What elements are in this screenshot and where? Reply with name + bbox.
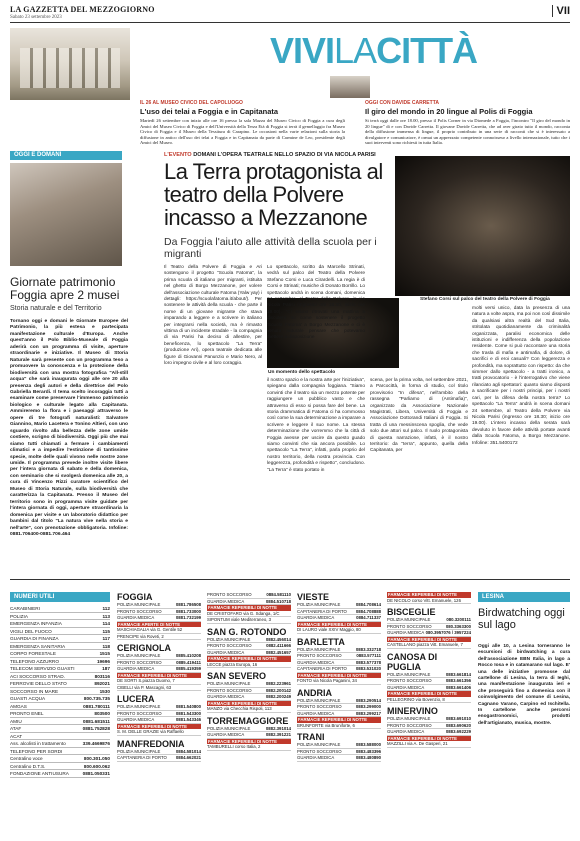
article-kicker-text: DOMANI L'OPERA TEATRALE NELLO SPAZIO DI VIA NICOLA PARISI xyxy=(193,152,376,158)
city-name: TRANI xyxy=(297,732,325,743)
city-phone-number: 0884.711337 xyxy=(356,615,381,620)
banner-vivi: VIVI xyxy=(270,30,335,71)
city-phone-label: GUARDIA MEDICA xyxy=(297,615,335,620)
museum-interior-photo xyxy=(10,163,122,266)
city-phone-label: GUARDIA MEDICA xyxy=(297,659,335,665)
pharmacy-header: FARMACIE REPERIBILI DI NOTTE xyxy=(387,736,471,742)
page-number: VII xyxy=(552,5,570,17)
city-phone-number: 0883.577111 xyxy=(356,653,381,659)
city-phone-number: 0883.661356 xyxy=(445,678,471,684)
numeri-number: 19696 xyxy=(96,658,110,664)
numeri-label: Centralino voce xyxy=(10,756,43,761)
numeri-label: CORPO FORESTALE xyxy=(10,651,57,656)
city-phone-label: POLIZIA MUNICIPALE xyxy=(297,742,341,748)
city-block xyxy=(297,688,381,730)
city-phone-label: PRONTO SOCCORSO xyxy=(207,643,252,649)
city-name: LUCERA xyxy=(117,694,155,705)
city-phone-label: GUARDIA MEDICA xyxy=(117,717,155,723)
city-phone-label: PRONTO SOCCORSO xyxy=(117,659,162,665)
pharmacy-header: FARMACIE REPERIBILI DI NOTTE xyxy=(117,724,201,730)
city-phone-label: PRONTO SOCCORSO xyxy=(387,722,432,728)
left-subheadline: Storia naturale e del Territorio xyxy=(10,305,102,312)
numeri-number: 187 xyxy=(102,666,110,671)
numeri-row xyxy=(10,710,110,718)
numeri-label: TELEFONO PER SORDI xyxy=(10,748,63,754)
city-phone-label: GUARDIA MEDICA xyxy=(297,755,335,761)
numeri-row xyxy=(10,695,110,703)
city-block xyxy=(207,627,291,669)
city-name: ANDRIA xyxy=(297,687,332,698)
city-name: MANFREDONIA xyxy=(117,738,185,749)
city-phone-label: PRONTO SOCCORSO xyxy=(297,748,342,754)
numeri-number: 114 xyxy=(102,621,110,626)
city-phone-number: 0884.708888 xyxy=(355,608,381,614)
pharmacy-header: FARMACIE APERTE DI NOTTE xyxy=(117,622,201,628)
city-phone-label: POLIZIA MUNICIPALE xyxy=(387,617,431,623)
news-text: Si terrà oggi dalle ore 18.00, presso il Polis Corner in via Diomede a Foggia, l'incontro "Il giro del mondo in 20 lingue" di e con Davide Carretta. Il giovane Davide Carretta, che ad aver girato tutto il mondo, racconta della diffusione immensa di lingue, il proprio contributo in una serie di racconti che si è interessato a divulgatore e comunicatore, è ormai un apprezzato competente connoisseur a livello internazionale, tutto che i suoi interventi sono richiesti in tutta Italia. xyxy=(365,118,570,146)
city-phone-label: GUARDIA MEDICA xyxy=(207,598,245,604)
numeri-row xyxy=(10,665,110,673)
city-phone-label: CAPITANERIA DI PORTO xyxy=(297,666,347,672)
city-phone-number: 0885.419411 xyxy=(176,659,201,665)
city-block xyxy=(117,592,201,640)
city-name: BISCEGLIE xyxy=(387,607,436,618)
numeri-label: POLIZIA xyxy=(10,613,28,619)
carretta-photo xyxy=(330,76,370,98)
museum-photo xyxy=(10,28,130,100)
numeri-number: 0881.050331 xyxy=(82,771,110,776)
city-phone-number: 0883.480890 xyxy=(355,755,381,761)
numeri-row xyxy=(10,755,110,763)
city-phone-number: 080.3363300 xyxy=(445,623,471,629)
city-block xyxy=(387,652,471,704)
oggi-domani-tab: OGGI E DOMANI xyxy=(10,151,122,160)
city-phone-number: 0885.419359 xyxy=(175,666,201,672)
news-item-polis xyxy=(365,100,570,146)
news-title: L'uso dei telai a Foggia e in Capitanata xyxy=(140,107,279,116)
banner-citta: CITTÀ xyxy=(376,30,478,71)
numeri-label: VIGILI DEL FUOCO xyxy=(10,628,52,634)
numeri-label: ACI SOCCORSO STRAD. xyxy=(10,673,65,679)
newspaper-name: LA GAZZETTA DEL MEZZOGIORNO xyxy=(10,5,155,14)
pharmacy-address: DI LAURO viale XXIV Maggio, 80 xyxy=(297,627,381,634)
city-name: CERIGNOLA xyxy=(117,643,171,654)
city-phone-number: 0883.577378 xyxy=(355,659,381,665)
numeri-label: EMERGENZA SANITARIA xyxy=(10,643,66,649)
pharmacy-header: FARMACIE REPERIBILI DI NOTTE xyxy=(387,691,471,697)
pharmacy-address: MASCHIAGALIA via G. Gentile 52 xyxy=(117,627,201,634)
numeri-label: Centralino D.T.S. xyxy=(10,763,46,769)
numeri-label: AMGAS xyxy=(10,703,27,709)
pharmacy-address: DE CRISTOFARO via G. Sdanga, 1/C xyxy=(207,611,291,618)
city-phone-number: 0882.411666 xyxy=(266,643,291,649)
pharmacy-header: FARMACIE REPERIBILI DI NOTTE xyxy=(207,605,291,611)
numeri-label: ATAF xyxy=(10,726,22,731)
pharmacy-address: PRENCIPE via Roveti, 2 xyxy=(117,634,201,641)
article-subtitle: Da Foggia l'aiuto alle attività della scuola per i migranti xyxy=(164,236,377,260)
numeri-number: 118 xyxy=(102,643,110,649)
city-phone-number: 0882.391014 xyxy=(265,725,291,731)
pharmacy-address: SIPONTUM viale Mediterraneo, 3 xyxy=(207,617,291,624)
numeri-row xyxy=(10,740,110,748)
numeri-number: 0881.681511 xyxy=(82,718,110,724)
city-phone-label: POLIZIA MUNICIPALE xyxy=(117,748,161,754)
city-phone-number: 0884.662021 xyxy=(175,755,201,761)
pharmacy-address: MAZZILLI via A. De Gasperi, 21 xyxy=(387,741,471,748)
city-phone-number: 0882.200142 xyxy=(265,687,291,693)
numeri-label: TELEFONO AZZURRO xyxy=(10,658,59,664)
city-phone-label: POLIZIA MUNICIPALE xyxy=(117,653,161,659)
numeri-row xyxy=(10,703,110,711)
city-phone-label: GUARDIA MEDICA xyxy=(387,684,425,690)
numeri-label: FERROVIE DELLO STATO xyxy=(10,681,67,686)
cities-column-2 xyxy=(207,592,291,754)
city-phone-label: PRONTO SOCCORSO xyxy=(387,623,432,629)
city-phone-label: GUARDIA MEDICA xyxy=(207,694,245,700)
pharmacy-header: FARMACIE REPERIBILI DI NOTTE xyxy=(297,622,381,628)
numeri-number: 339.4669876 xyxy=(82,741,110,746)
pharmacy-header: FARMACIE REPERIBILI DI NOTTE xyxy=(297,673,381,679)
article-column-2b: il nostro spazio e la nostra arte per l'iniziativa", spiegano dalla compagnia foggiana. "Siamo convinti che il teatro sia un mezzo potente per raggiungere un pubblico vasto e che attraverso di esso si possa fare del bene. La storia drammatica di Fatoma ci ha commosso così come la sua determinazione a imparare a scrivere e leggere il suo nome. La stessa determinazione che vorremmo che la città di Foggia avesse per uscire da questo guado siamo convinti che sia ancora possibile. Lo spettacolo "La Terra", infatti, parla proprio del nostro territorio, della nostra provincia. Con leggerezza, profondità e rispetto", concludono. "La Terra" è stato portato in xyxy=(267,378,365,473)
city-phone-label: GUARDIA MEDICA xyxy=(207,649,245,655)
city-phone-number: 0881.786508 xyxy=(175,602,201,607)
lesina-body: Oggi alle 10, a Lesina torneranno le escursioni di birdwatching a cura dell'associazione EBN Italia, in lago a Rocco Iosa e in catamarano sul lago. E' una delle iniziative promosse dal cartellone di Lesina, la terra di Ieghi, una manifestazione inaugurata ieri e che proseguirà fino a domenica con il coinvolgimento del comune di Lesina, Cagnano Varano, Carpino ed Ischitella. In cartellone anche percorsi enogastronomici, prodotti dell'artigianato, musica, mostre. xyxy=(478,644,570,726)
numeri-row xyxy=(10,620,110,628)
city-phone-label: GUARDIA MEDICA xyxy=(297,710,335,716)
city-phone-label: PRONTO SOCCORSO xyxy=(117,710,162,716)
city-phone-number: 080.3200111 xyxy=(446,617,471,623)
pharmacy-address: TAMBURELLI corso Italia, 2 xyxy=(207,744,291,751)
city-phone-label: POLIZIA MUNICIPALE xyxy=(297,697,341,703)
numeri-row xyxy=(10,725,110,733)
city-phone-number: 0882.200249 xyxy=(265,694,291,700)
city-phone-label: PRONTO SOCCORSO xyxy=(207,592,252,597)
city-phone-label: PRONTO SOCCORSO xyxy=(297,704,342,710)
numeri-row xyxy=(10,680,110,688)
city-phone-number: 0884.708614 xyxy=(355,602,381,607)
numeri-label: PRONTO ENEL xyxy=(10,711,44,716)
city-phone-label: POLIZIA MUNICIPALE xyxy=(117,602,161,607)
numeri-number: 115 xyxy=(102,628,110,634)
city-phone-number: 0881.732199 xyxy=(175,615,201,620)
city-phone-number: 0883.690620 xyxy=(445,722,471,728)
numeri-utili-list xyxy=(10,605,110,778)
numeri-row xyxy=(10,770,110,778)
city-phone-number: 080.3957076 / 3957224 xyxy=(425,630,471,636)
numeri-row xyxy=(10,688,110,696)
city-phone-number: 0881.543300 xyxy=(175,710,201,716)
city-block xyxy=(207,716,291,751)
city-name: FOGGIA xyxy=(117,592,153,602)
pharmacy-address: CASTELLANO piazza Vitt. Emanuele, 7 xyxy=(387,642,471,649)
pharmacy-header: FARMACIE REPERIBILI DI NOTTE xyxy=(207,739,291,745)
city-phone-label: POLIZIA MUNICIPALE xyxy=(297,602,341,607)
show-photo-caption: Un momento dello spettacolo xyxy=(268,370,336,375)
pharmacy-header: FARMACIE REPERIBILI DI NOTTE xyxy=(387,637,471,643)
pharmacy-address: FONTO via Nicola Paganini, 34 xyxy=(297,678,381,685)
pharmacy-header: FARMACIE REPERIBILI DI NOTTE xyxy=(117,673,201,679)
city-name: CANOSA DI PUGLIA xyxy=(387,651,438,672)
news-title: Il giro del mondo in 20 lingue al Polis di Foggia xyxy=(365,107,533,116)
numeri-label: GUARDIA DI FINANZA xyxy=(10,636,59,641)
left-body: Tornano oggi e domani le Giornate Europee del Patrimonio, la più estesa e partecipata manifestazione culturale d'Europa. Anche quest'anno il Polo Biblio-Museale di Foggia aderirà con un programma di visite, aperture straordinarie e iniziative. Il Museo di Storia Naturale sarà presente con un programma teso a promuovere la conoscenza e la protezione della biodiversità con una mostra fotografica "All-still acqua" che sarà inaugurata oggi alle ore 20 alla presenza degli autori e della direttrice del Polo Gabriella Berardi. Il tema scelto incoraggia tutti a esaminare come preservare l'immenso patrimonio biologico e culturale legato alla Capitanata. Ammireremo la flora e i paesaggi attraverso le opere di tre fotografi naturalisti: Salvatore Giannino, Mario Lacetera e Tonino Altieri, con uno sguardo rivolto alla bellezza delle zone umide costiere, scrigno di biodiversità. Oggi più che mai siamo tutti chiamati a fermare i cambiamenti climatici e a impedire l'estinzione di tantissime specie, molte delle quali vivono nelle nostre zone umide. Il programma prevede inoltre visite libere per l'intera giornata di sabato e della domenica, con seminario che si svolgerà domenica alle 20, a cura di Vincenzo Rizzi curatore scientifico del Museo di Storia Naturale, sulla biodiversità che caratterizza la Capitanata. Presso il Museo del territorio sono in programma visite guidate per l'intera giornata di oggi, aperture straordinaria la domenica per visite e un laboratorio didattico per bambini dal titolo "La natura vive nella storia e nell'arte", con prenotazione obbligatoria. Infoline: 0881.706400-0881.706.464 xyxy=(10,319,128,537)
city-phone-label: GUARDIA MEDICA xyxy=(387,630,425,636)
news-kicker: OGGI CON DAVIDE CARRETTA xyxy=(365,100,439,106)
city-phone-number: 0881.543346 xyxy=(175,717,201,723)
article-title: La Terra protagonista al teatro della Polvere incasso a Mezzanone xyxy=(164,159,383,230)
city-phone-label: GUARDIA MEDICA xyxy=(387,729,425,735)
city-name: MINERVINO xyxy=(387,706,438,717)
city-phone-number: 0884.510718 xyxy=(265,598,291,604)
article-column-2: Lo spettacolo, scritto da Marcello Strinati, vedrà sul palco del Teatro della Polvere Stefano Corsi e Luca Cirardelli. La regia è di Corsi e Strinati; musiche di Donato Borrillo. Lo spettacolo andrà in scena domani, domenica 24 settembre, al Teatro della Polvere, in via Nicola Parisi (ingresso ore 18.30, inizio ore 19.00). "Ci siamo ritrovati una mattina a discutere su come sostenere il progetto 'Scuola Fatoma' a Borgo Mezzanone e ci è venuto naturale pensare che potevamo mettere a disposizione xyxy=(267,265,365,341)
city-block xyxy=(297,637,381,685)
city-name: VIESTE xyxy=(297,592,330,602)
city-phone-label: PRONTO SOCCORSO xyxy=(297,653,342,659)
city-block xyxy=(117,643,201,691)
city-phone-label: PRONTO SOCCORSO xyxy=(207,687,252,693)
numeri-label: GUASTI ACQUA xyxy=(10,696,46,701)
city-phone-number: 0884.581014 xyxy=(175,748,201,754)
numeri-number: 0881.780111 xyxy=(83,703,110,709)
numeri-label: FONDAZIONE ANTIUSURA xyxy=(10,771,69,776)
numeri-row xyxy=(10,763,110,771)
numeri-row xyxy=(10,650,110,658)
city-phone-label: POLIZIA MUNICIPALE xyxy=(387,716,431,722)
city-block xyxy=(297,592,381,634)
stage-photo-caption: Stefano Corsi sul palco del teatro della Polvere di Foggia xyxy=(420,297,550,302)
numeri-row xyxy=(10,613,110,621)
city-name: SAN G. ROTONDO xyxy=(207,626,287,637)
banner-la: LA xyxy=(334,30,377,71)
numeri-label: ACAT xyxy=(10,733,23,739)
city-phone-label: CAPITANERIA DI PORTO xyxy=(117,755,167,761)
city-phone-label: GUARDIA MEDICA xyxy=(207,732,245,738)
lesina-tab: LESINA xyxy=(478,592,570,602)
article-column-1: Il Teatro della Polvere di Foggia e Ari sostengono il progetto "Scuola Fatoma", la prima scuola di italiano per migranti, istituita nel ghetto di Borgo Mezzanone, per volere dell'associazione culturale Fatoma (Yalw yay) i dettagli: https://scuolafatoma.it/about/). Per sostenere le attività della scuola - che parte il nome di un giovane migrante che stava imparando a leggere e a scrivere in italiano per integrarsi nella società, ma è rimasto vittima di un incidente stradale - la compagnia di via Parisi ha deciso di allestire, per beneficenza, lo spettacolo "La Terra" (produzione Ari), opera teatrale dedicata alle figure di Giovanni Panunzio e Mario Nero, al loro impegno civile e al loro coraggio. xyxy=(164,265,262,367)
pharmacy-address: S. M. DELLE GRAZIE via Raffaello xyxy=(117,729,201,736)
city-phone-number: 0883.692229 xyxy=(445,729,471,735)
city-phone-number: 0883.299000 xyxy=(355,704,381,710)
city-name: BARLETTA xyxy=(297,636,345,647)
pharmacy-address: PELLEGRINO via Bovenzio, 8 xyxy=(387,697,471,704)
city-phone-number: 0882.456014 xyxy=(265,636,291,642)
numeri-row xyxy=(10,733,110,741)
numeri-row xyxy=(10,673,110,681)
issue-date: Sabato 23 settembre 2023 xyxy=(10,15,62,20)
cities-column-3 xyxy=(297,592,381,765)
pharmacy-address: DE NICOLO corso Vitt. Emanuele, 126 xyxy=(387,598,471,605)
city-phone-number: 0883.332718 xyxy=(355,646,381,652)
article-kicker-tag: L'EVENTO xyxy=(164,152,192,158)
city-block xyxy=(117,694,201,736)
lesina-title: Birdwatching oggi sul lago xyxy=(478,607,565,631)
city-phone-label: GUARDIA MEDICA xyxy=(117,666,155,672)
news-text: Martedì 26 settembre con inizio alle ore 16 presso la sala Mazza del Museo Civico di Foggia a cura degli Amici del Museo Civico di Foggia e dell'Università della Terza Età di Foggia si terrà il gemellaggio fra Museo Civico di Foggia e il Museo della Tessitura di Carapino. Le occasioni nella varie relazioni sulla storia la diffusione in antico dell'uso dei telai a Foggia e in Capitanata da parte di Carmine de Leo, presidente degli Amici del Museo. xyxy=(140,118,345,146)
city-block xyxy=(117,739,201,762)
city-block xyxy=(207,592,291,624)
numeri-label: CARABINIERI xyxy=(10,606,40,611)
cities-column-4 xyxy=(387,592,471,751)
city-phone-label: PRONTO SOCCORSO xyxy=(387,678,432,684)
pharmacy-header: FARMACIE REPERIBILI DI NOTTE xyxy=(207,701,291,707)
numeri-number: 1530 xyxy=(99,688,110,694)
city-phone-number: 0882.451657 xyxy=(265,649,291,655)
header-rule xyxy=(10,22,570,23)
city-phone-label: POLIZIA MUNICIPALE xyxy=(387,671,431,677)
left-headline: Giornate patrimonio Foggia apre 2 musei xyxy=(10,275,120,302)
pharmacy-header: FARMACIE REPERIBILI DI NOTTE xyxy=(297,717,381,723)
city-phone-number: 0883.299217 xyxy=(355,710,381,716)
city-block xyxy=(207,671,291,713)
numeri-number: 803116 xyxy=(94,673,110,679)
city-phone-number: 0883.661406 xyxy=(445,684,471,690)
city-block xyxy=(387,592,471,604)
numeri-row xyxy=(10,658,110,666)
numeri-row xyxy=(10,643,110,651)
pharmacy-address: BRUNFORTE via Bruniforte, 6 xyxy=(297,723,381,730)
city-phone-number: 0882.391221 xyxy=(265,732,291,738)
city-phone-number: 0881.733000 xyxy=(175,608,201,614)
city-phone-number: 0883.661814 xyxy=(445,671,471,677)
pharmacy-address: DE SORTI S.piazza Duomo, 7 xyxy=(117,678,201,685)
city-phone-number: 0883.588000 xyxy=(355,742,381,748)
city-block xyxy=(387,706,471,748)
city-phone-row xyxy=(117,755,201,762)
numeri-number: 113 xyxy=(102,613,110,619)
city-phone-number: 0883.691010 xyxy=(445,716,471,722)
numeri-number: 892021 xyxy=(94,681,110,686)
numeri-label: AMIU xyxy=(10,718,22,724)
masthead xyxy=(10,5,570,19)
city-phone-label: POLIZIA MUNICIPALE xyxy=(207,681,251,687)
city-block xyxy=(297,732,381,762)
city-name: SAN SEVERO xyxy=(207,671,267,682)
city-phone-label: POLIZIA MUNICIPALE xyxy=(117,704,161,710)
numeri-number: 1515 xyxy=(99,651,110,656)
article-column-4: molti versi unico, data la presenza di una natura a volte aspra, ma poi non così dissimile da qualsiasi altra realtà del Sud Italia, stritolata quotidianamente da criminalità organizzata, paralisi economica delle istituzioni e indifferenza della popolazione residente. Come si può raccontare una storia che trasla di mafia e antimafia, di dolore, di sacrifici e di eroi casuali? Con leggerezza e profondità, ma soprattutto con rispetto: da che simmer dallo spettacolo - a tratti ironico, a tratti provocatorio - è l'interrogativo che viene rilanciato agli spettatori: quanto siamo disposti a sacrificare per i nostri principi, per i nostri cari, per la difesa della nostra terra? Lo spettacolo "La Terra" andrà in scena domani 24 settembre, al Teatro della Polvere via Nicola Parisi (ingresso ore 18.30; inizio ore 19.00). L'intero incasso della serata sarà devoluto in favore delle attività portate avanti dalla Scuola Fatoma, a Borgo Mezzanone. Infoline: 351.5400172 xyxy=(472,306,570,446)
news-kicker: IL 26 AL MUSEO CIVICO DEL CAPOLUOGO xyxy=(140,100,243,106)
numeri-row xyxy=(10,628,110,636)
section-banner xyxy=(270,30,477,72)
news-band xyxy=(140,100,570,146)
numeri-number: 800.735.735 xyxy=(83,696,110,701)
pharmacy-header: FARMACIE REPERIBILI DI NOTTE xyxy=(207,656,291,662)
city-phone-label: GUARDIA MEDICA xyxy=(117,615,155,620)
city-phone-number: 0884.581110 xyxy=(266,592,291,597)
numeri-utili-tab: NUMERI UTILI xyxy=(10,592,110,602)
lower-rule xyxy=(10,579,570,580)
city-phone-number: 0885.410208 xyxy=(175,653,201,659)
numeri-label: EMERGENZA INFANZIA xyxy=(10,621,62,626)
numeri-row xyxy=(10,635,110,643)
city-phone-number: 0883.290514 xyxy=(355,697,381,703)
article-column-3: scena, per la prima volta, nel settembre 2021, a Parcocittà, in forma di studio, col titolo provvisorio "In difesa", nell'ambito della rassegna "Parliamo di (Antimafia)", organizzato da Associazione Nazionale Magistrati, Libera, Università di Foggia e Associazione Dottorandi Italiani di Foggia. Si tratta di una messinscena spoglia, che vede solo due attori sul palco. Il ruolo protagonista di questa narrazione, infatti, è il nostro territorio: da "terra", appunto, quella della Capitanata, per xyxy=(370,378,468,454)
numeri-number: 117 xyxy=(102,636,110,641)
numeri-label: Ass. alcolisti in trattamento xyxy=(10,741,66,746)
numeri-row xyxy=(10,718,110,726)
city-name: TORREMAGGIORE xyxy=(207,715,289,726)
city-phone-label: CAPITANERIA DI PORTO xyxy=(297,608,347,614)
numeri-label: TELECOM SERVIZIO GUASTI xyxy=(10,666,75,671)
pharmacy-header: FARMACIE REPERIBILI DI NOTTE xyxy=(387,592,471,598)
city-phone-label: POLIZIA MUNICIPALE xyxy=(297,646,341,652)
pharmacy-address: MANZO via Checchia Rispoli, 113 xyxy=(207,706,291,713)
numeri-number: 0881.752828 xyxy=(82,726,110,731)
numeri-number: 112 xyxy=(102,606,110,611)
city-phone-label: POLIZIA MUNICIPALE xyxy=(207,636,251,642)
numeri-number: 800.301.050 xyxy=(83,756,110,761)
news-item-telai xyxy=(140,100,345,146)
numeri-number: 803500 xyxy=(94,711,110,716)
numeri-row xyxy=(10,605,110,613)
stage-photo xyxy=(395,156,570,296)
numeri-label: SOCCORSO IN MARE xyxy=(10,688,59,694)
city-phone-row xyxy=(297,755,381,762)
city-phone-number: 0883.531020 xyxy=(355,666,381,672)
city-phone-number: 0881.540800 xyxy=(175,704,201,710)
cities-column-1 xyxy=(117,592,201,765)
city-block xyxy=(387,607,471,649)
city-phone-number: 0882.223961 xyxy=(265,681,291,687)
numeri-number: 800.600.062 xyxy=(83,763,110,769)
numeri-row xyxy=(10,748,110,756)
city-phone-label: PRONTO SOCCORSO xyxy=(117,608,162,614)
city-phone-label: POLIZIA MUNICIPALE xyxy=(207,725,251,731)
city-phone-number: 0883.483396 xyxy=(355,748,381,754)
pharmacy-address: CIBELLI via P. Mascagni, 63 xyxy=(117,685,201,692)
pharmacy-address: LECCE piazza Europa, 16 xyxy=(207,662,291,669)
